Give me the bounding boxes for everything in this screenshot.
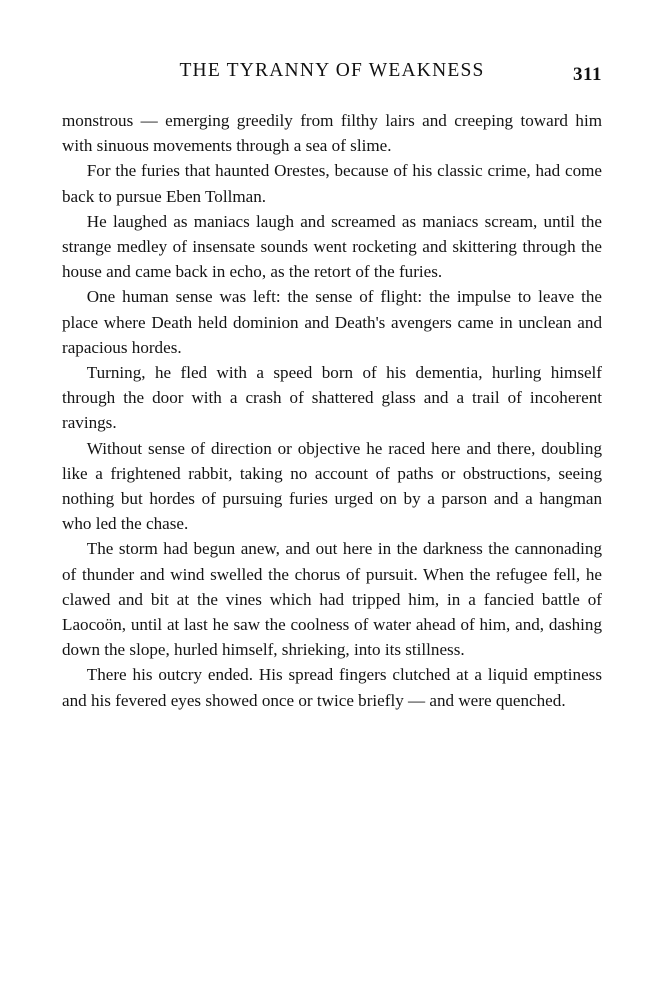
paragraph: For the furies that haunted Orestes, because of his classic crime, had come back to pursue Eben Tollman. xyxy=(62,161,602,206)
body-text xyxy=(62,108,602,713)
page-number: 311 xyxy=(573,64,602,85)
paragraph: One human sense was left: the sense of flight: the impulse to leave the place where Death held dominion and Death's avengers came in unclean and rapacious hordes. xyxy=(62,287,602,357)
paragraph: There his outcry ended. His spread fingers clutched at a liquid emptiness and his fevered eyes showed once or twice briefly — and were quenched. xyxy=(62,665,602,710)
page-title: THE TYRANNY OF WEAKNESS xyxy=(179,60,485,81)
running-head xyxy=(62,60,602,86)
paragraph: monstrous — emerging greedily from filthy lairs and creeping toward him with sinuous movements through a sea of slime. xyxy=(62,111,602,156)
paragraph: He laughed as maniacs laugh and screamed as maniacs scream, until the strange medley of insensate sounds went rocketing and skittering through the house and came back in echo, as the retort of the furies. xyxy=(62,211,602,282)
paragraph: Without sense of direction or objective he raced here and there, doubling like a frightened rabbit, taking no account of paths or obstructions, seeing nothing but hordes of pursuing furies urged on by a parson and a hangman who led the chase. xyxy=(62,438,602,534)
paragraph: The storm had begun anew, and out here in the darkness the cannonading of thunder and wind swelled the chorus of pursuit. When the refugee fell, he clawed and bit at the vines which had tripped him, in a fancied battle of Laocoön, until at last he saw the coolness of water ahead of him, and, dashing down the slope, hurled himself, shrieking, into its stillness. xyxy=(62,539,602,660)
paragraph: Turning, he fled with a speed born of his dementia, hurling himself through the door with a crash of shattered glass and a trail of incoherent ravings. xyxy=(62,363,602,433)
